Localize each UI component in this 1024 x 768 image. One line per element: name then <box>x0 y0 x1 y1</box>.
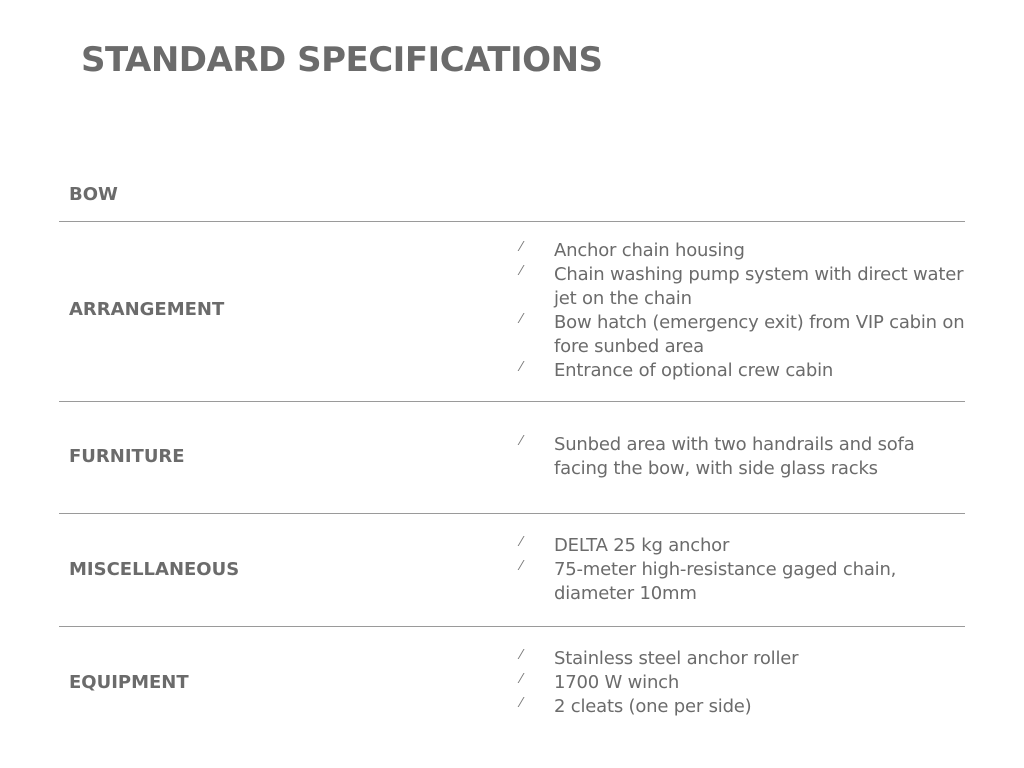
slash-bullet-icon: ⁄ <box>520 264 522 279</box>
item-text: Anchor chain housing <box>554 240 745 261</box>
item-text: 2 cleats (one per side) <box>554 696 752 717</box>
slash-bullet-icon: ⁄ <box>520 360 522 375</box>
spec-row-arrangement <box>0 222 1024 401</box>
item-text: Sunbed area with two handrails and sofa facing the bow, with side glass racks <box>554 434 915 479</box>
slash-bullet-icon: ⁄ <box>520 535 522 550</box>
list-item <box>518 311 968 359</box>
item-text: Entrance of optional crew cabin <box>554 360 834 381</box>
slash-bullet-icon: ⁄ <box>520 648 522 663</box>
item-text: Chain washing pump system with direct water jet on the chain <box>554 264 964 309</box>
spec-row-furniture <box>0 402 1024 513</box>
slash-bullet-icon: ⁄ <box>520 672 522 687</box>
item-text: Bow hatch (emergency exit) from VIP cabin on fore sunbed area <box>554 312 965 357</box>
list-item <box>518 647 968 671</box>
list-item <box>518 263 968 311</box>
list-item <box>518 359 968 383</box>
spec-list <box>518 534 968 606</box>
item-text: DELTA 25 kg anchor <box>554 535 730 556</box>
row-label: EQUIPMENT <box>69 672 189 693</box>
spec-list <box>518 647 968 719</box>
slash-bullet-icon: ⁄ <box>520 559 522 574</box>
slash-bullet-icon: ⁄ <box>520 434 522 449</box>
list-item <box>518 558 968 606</box>
item-text: 75-meter high-resistance gaged chain, diameter 10mm <box>554 559 897 604</box>
list-item <box>518 433 968 481</box>
slash-bullet-icon: ⁄ <box>520 312 522 327</box>
spec-list <box>518 433 968 481</box>
slash-bullet-icon: ⁄ <box>520 696 522 711</box>
spec-row-equipment <box>0 627 1024 737</box>
spec-row-miscellaneous <box>0 514 1024 626</box>
list-item <box>518 534 968 558</box>
spec-list <box>518 239 968 383</box>
row-label: ARRANGEMENT <box>69 299 225 320</box>
section-title: BOW <box>69 184 118 205</box>
row-label: MISCELLANEOUS <box>69 559 240 580</box>
slash-bullet-icon: ⁄ <box>520 240 522 255</box>
item-text: 1700 W winch <box>554 672 680 693</box>
page-title: STANDARD SPECIFICATIONS <box>81 40 603 80</box>
list-item <box>518 239 968 263</box>
list-item <box>518 695 968 719</box>
item-text: Stainless steel anchor roller <box>554 648 799 669</box>
list-item <box>518 671 968 695</box>
row-label: FURNITURE <box>69 446 185 467</box>
